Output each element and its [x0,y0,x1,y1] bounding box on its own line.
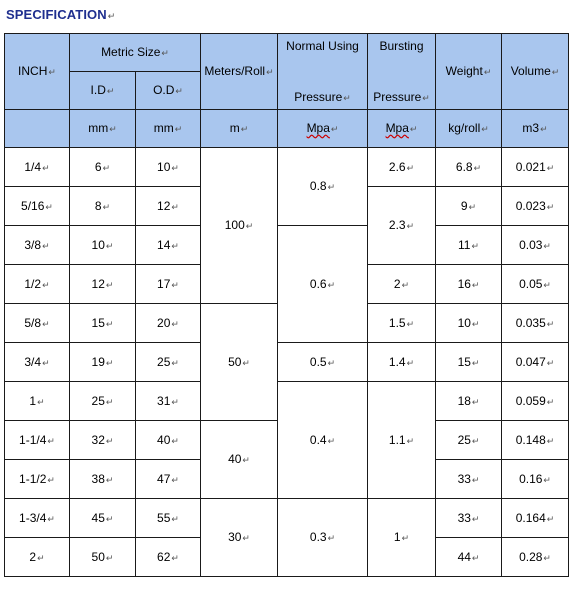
cell-inch: 1-1/4↵ [5,421,70,460]
header-bursting-pressure [368,34,436,110]
cell-volume: 0.047↵ [502,343,569,382]
cell-id: 25↵ [70,382,136,421]
cell-weight: 33↵ [436,460,502,499]
cell-volume: 0.023↵ [502,187,569,226]
cell-volume: 0.28↵ [502,538,569,577]
cell-od: 62↵ [136,538,201,577]
cell-weight: 10↵ [436,304,502,343]
cell-meters-roll: 30↵ [201,499,278,577]
cell-volume: 0.16↵ [502,460,569,499]
cell-id: 45↵ [70,499,136,538]
cell-normal-pressure: 0.8↵ [278,148,368,226]
cell-bursting-pressure: 1↵ [368,499,436,577]
cell-volume: 0.03↵ [502,226,569,265]
cell-normal-pressure: 0.3↵ [278,499,368,577]
cell-od: 12↵ [136,187,201,226]
cell-inch: 1-1/2↵ [5,460,70,499]
header-od: O.D↵ [136,72,201,110]
cell-meters-roll: 40↵ [201,421,278,499]
cell-volume: 0.059↵ [502,382,569,421]
cell-od: 10↵ [136,148,201,187]
cell-id: 6↵ [70,148,136,187]
header-normal-using: Normal Using [286,38,359,53]
cell-od: 55↵ [136,499,201,538]
cell-weight: 6.8↵ [436,148,502,187]
header-normal-using-pressure [278,34,368,110]
cell-bursting-pressure: 1.5↵ [368,304,436,343]
cell-id: 19↵ [70,343,136,382]
cell-id: 12↵ [70,265,136,304]
header-inch: INCH↵ [5,34,70,110]
cell-inch: 5/16↵ [5,187,70,226]
unit-bursting-pressure: Mpa↵ [368,110,436,148]
cell-inch: 2↵ [5,538,70,577]
cell-weight: 16↵ [436,265,502,304]
cell-bursting-pressure: 1.4↵ [368,343,436,382]
cell-meters-roll: 100↵ [201,148,278,304]
cell-meters-roll: 50↵ [201,304,278,421]
cell-inch: 3/8↵ [5,226,70,265]
cell-normal-pressure: 0.6↵ [278,226,368,343]
table-row [5,226,569,265]
cell-volume: 0.035↵ [502,304,569,343]
cell-id: 15↵ [70,304,136,343]
cell-weight: 15↵ [436,343,502,382]
cell-inch: 5/8↵ [5,304,70,343]
header-bursting-pressure-label: Pressure↵ [373,89,430,104]
unit-meters: m↵ [201,110,278,148]
header-weight: Weight↵ [436,34,502,110]
table-row [5,499,569,538]
cell-id: 8↵ [70,187,136,226]
header-meters-roll: Meters/Roll↵ [201,34,278,110]
unit-inch-empty [5,110,70,148]
cell-bursting-pressure: 2.6↵ [368,148,436,187]
cell-od: 17↵ [136,265,201,304]
cell-weight: 44↵ [436,538,502,577]
page-title: SPECIFICATION↵ [6,7,116,22]
cell-inch: 3/4↵ [5,343,70,382]
cell-od: 40↵ [136,421,201,460]
cell-normal-pressure: 0.5↵ [278,343,368,382]
unit-id: mm↵ [70,110,136,148]
cell-bursting-pressure: 2↵ [368,265,436,304]
header-id: I.D↵ [70,72,136,110]
unit-volume: m3↵ [502,110,569,148]
unit-normal-pressure: Mpa↵ [278,110,368,148]
cell-id: 38↵ [70,460,136,499]
cell-volume: 0.021↵ [502,148,569,187]
cell-id: 50↵ [70,538,136,577]
cell-bursting-pressure: 1.1↵ [368,382,436,499]
cell-weight: 11↵ [436,226,502,265]
cell-inch: 1-3/4↵ [5,499,70,538]
cell-weight: 18↵ [436,382,502,421]
table-row [5,148,569,187]
table-row [5,343,569,382]
specification-table [4,33,569,577]
cell-weight: 9↵ [436,187,502,226]
cell-volume: 0.164↵ [502,499,569,538]
cell-weight: 33↵ [436,499,502,538]
cell-bursting-pressure: 2.3↵ [368,187,436,265]
cell-od: 14↵ [136,226,201,265]
cell-od: 25↵ [136,343,201,382]
header-normal-pressure: Pressure↵ [294,89,351,104]
cell-inch: 1/2↵ [5,265,70,304]
cell-od: 47↵ [136,460,201,499]
cell-volume: 0.05↵ [502,265,569,304]
cell-volume: 0.148↵ [502,421,569,460]
cell-normal-pressure: 0.4↵ [278,382,368,499]
unit-od: mm↵ [136,110,201,148]
header-bursting: Bursting [379,38,424,53]
cell-id: 32↵ [70,421,136,460]
header-volume: Volume↵ [502,34,569,110]
cell-od: 20↵ [136,304,201,343]
unit-weight: kg/roll↵ [436,110,502,148]
header-metric-size: Metric Size↵ [70,34,201,72]
cell-od: 31↵ [136,382,201,421]
cell-inch: 1/4↵ [5,148,70,187]
cell-id: 10↵ [70,226,136,265]
cell-weight: 25↵ [436,421,502,460]
table-row [5,382,569,421]
cell-inch: 1↵ [5,382,70,421]
